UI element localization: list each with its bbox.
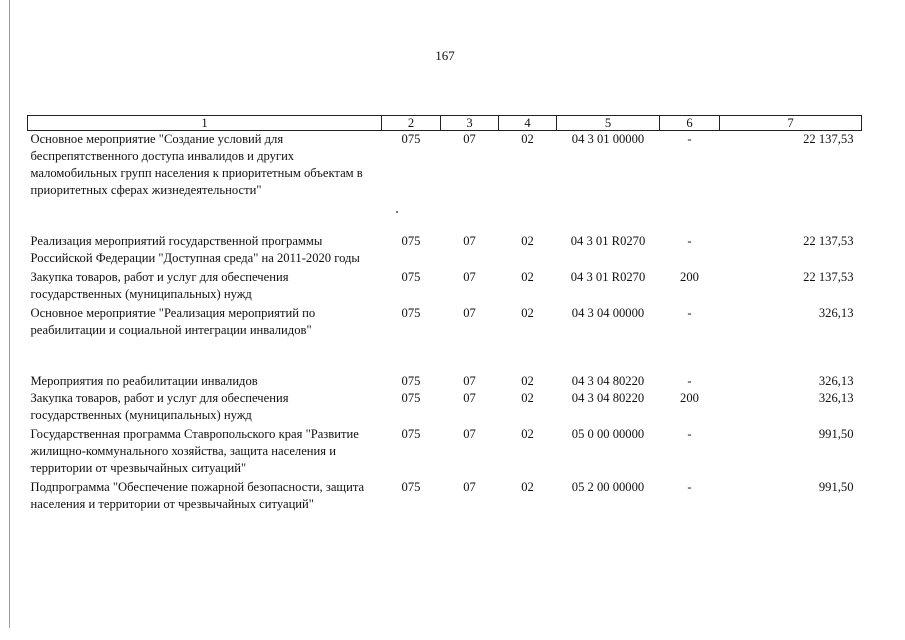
row-ministry-code: 075 [401,270,421,284]
row-subsection-code: 02 [521,234,534,248]
row-ministry-code: 075 [401,427,421,441]
row-expense-type: 200 [680,391,699,405]
row-amount: 991,50 [818,480,854,494]
row-amount: 326,13 [818,391,854,405]
row-section-code: 07 [463,480,476,494]
row-name: Основное мероприятие "Реализация мероприятий по реабилитации и социальной интеграции инвалидов" [30,306,316,337]
row-target-code: 05 0 00 00000 [571,427,645,441]
row-subsection-code: 02 [521,374,534,388]
table-row [28,269,862,305]
row-name: Государственная программа Ставропольского края "Развитие жилищно-коммунального хозяйства, защита населения и территории от чрезвычайных ситуаций" [30,427,359,475]
budget-table [27,115,862,513]
row-amount: 22 137,53 [803,132,854,146]
row-name: Подпрограмма "Обеспечение пожарной безопасности, защита населения и территории от чрезвычайных ситуаций" [30,480,365,511]
row-amount: 991,50 [818,427,854,441]
row-target-code: 04 3 04 80220 [571,391,645,405]
column-header-2: 2 [382,116,441,131]
row-ministry-code: 075 [401,234,421,248]
row-target-code: 04 3 01 R0270 [570,234,646,248]
row-section-code: 07 [463,374,476,388]
scan-edge-line [9,0,10,628]
scan-speck [396,211,398,213]
row-subsection-code: 02 [521,270,534,284]
row-ministry-code: 075 [401,132,421,146]
column-header-3: 3 [441,116,499,131]
row-section-code: 07 [463,234,476,248]
table-row [28,131,862,234]
table-row [28,233,862,269]
row-target-code: 04 3 04 00000 [571,306,645,320]
column-header-5: 5 [557,116,660,131]
row-amount: 326,13 [818,306,854,320]
table-row [28,305,862,373]
row-expense-type: 200 [680,270,699,284]
row-expense-type: - [687,132,692,146]
row-ministry-code: 075 [401,391,421,405]
row-section-code: 07 [463,391,476,405]
row-section-code: 07 [463,306,476,320]
row-expense-type: - [687,306,692,320]
row-ministry-code: 075 [401,480,421,494]
row-expense-type: - [687,374,692,388]
row-name: Закупка товаров, работ и услуг для обеспечения государственных (муниципальных) нужд [30,270,289,301]
column-header-1: 1 [28,116,382,131]
row-amount: 22 137,53 [803,234,854,248]
table-row [28,479,862,513]
page-number: 167 [435,48,455,63]
row-target-code: 04 3 04 80220 [571,374,645,388]
row-subsection-code: 02 [521,391,534,405]
row-amount: 326,13 [818,374,854,388]
row-amount: 22 137,53 [803,270,854,284]
row-expense-type: - [687,234,692,248]
row-name: Реализация мероприятий государственной программы Российской Федерации "Доступная среда" на 2011-2020 годы [30,234,360,265]
row-name: Мероприятия по реабилитации инвалидов [30,374,258,388]
table-row [28,426,862,479]
row-target-code: 05 2 00 00000 [571,480,645,494]
row-ministry-code: 075 [401,374,421,388]
row-subsection-code: 02 [521,480,534,494]
row-expense-type: - [687,427,692,441]
row-subsection-code: 02 [521,306,534,320]
row-section-code: 07 [463,132,476,146]
row-section-code: 07 [463,427,476,441]
table-row [28,373,862,390]
row-name: Закупка товаров, работ и услуг для обеспечения государственных (муниципальных) нужд [30,391,289,422]
column-header-7: 7 [720,116,862,131]
row-name: Основное мероприятие "Создание условий для беспрепятственного доступа инвалидов и других маломобильных групп населения к приоритетным объектам в приоритетных сферах жизнедеятельности" [30,132,363,197]
row-section-code: 07 [463,270,476,284]
column-header-4: 4 [499,116,557,131]
column-header-6: 6 [660,116,720,131]
row-target-code: 04 3 01 00000 [571,132,645,146]
row-target-code: 04 3 01 R0270 [570,270,646,284]
row-ministry-code: 075 [401,306,421,320]
row-subsection-code: 02 [521,427,534,441]
table-header-row [28,116,862,131]
table-row [28,390,862,426]
row-expense-type: - [687,480,692,494]
row-subsection-code: 02 [521,132,534,146]
